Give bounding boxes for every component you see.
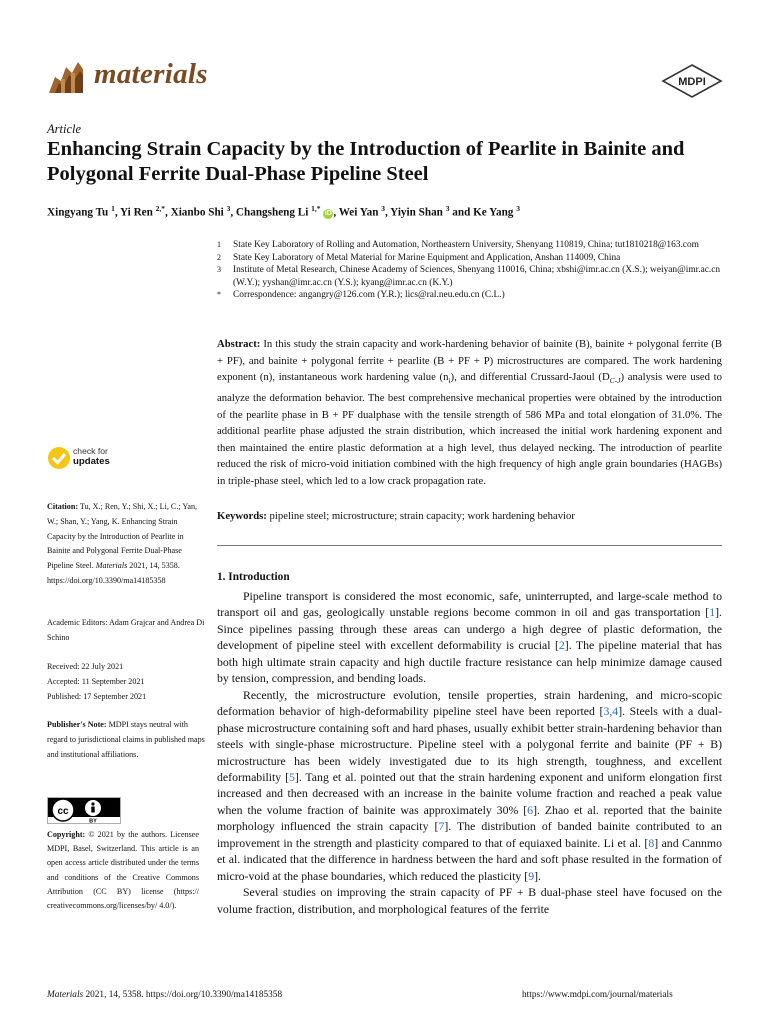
affiliation-item (217, 264, 727, 289)
journal-name: materials (94, 58, 208, 90)
author-affiliation-marker: 1,* (311, 204, 321, 213)
author-name[interactable]: Xingyang Tu (47, 206, 112, 219)
affiliation-text: Correspondence: angangry@126.com (Y.R.); lics@ral.neu.edu.cn (C.L.) (233, 290, 505, 301)
svg-text:cc: cc (57, 806, 69, 817)
footer-journal-url[interactable]: https://www.mdpi.com/journal/materials (522, 990, 673, 1000)
citation-block (47, 500, 207, 589)
mdpi-logo-icon (661, 64, 723, 98)
citation-link-2[interactable]: 2 (558, 638, 565, 653)
academic-editors: Academic Editors: Adam Grajcar and Andrea Di Schino (47, 618, 205, 642)
copyright-text: © 2021 by the authors. Licensee MDPI, Basel, Switzerland. This article is an open access article distributed under the terms and conditions of the Creative Commons Attribution (CC BY) license (https:// creativecommons.org/licenses/by/ 4.0/). (47, 830, 199, 911)
abstract (217, 336, 722, 489)
author-name[interactable]: Xianbo Shi (170, 206, 227, 219)
check-updates-icon (47, 446, 71, 470)
paragraph-1: Pipeline transport is considered the most economic, safe, uninterrupted, and large-scale method to transport oil and gas, geologically unstable regions become common in oil and gas transportation [1]. Since pipelines passing through these areas can undergo a high degree of plastic deformation, the development of pipeline steel with excellent deformability is crucial [2]. The pipeline material that has both high ultimate strain capacity and high ductile fracture resistance can help minimize damage caused by tension, compression, and bending loads. (217, 589, 723, 686)
cc-by-license-icon[interactable] (47, 797, 121, 824)
author-affiliation-marker: 1 (111, 204, 115, 213)
abstract-text-1: In this study the strain capacity and work-hardening behavior of bainite (B), bainite + polygonal ferrite (B + PF), and bainite + polygonal ferrite + pearlite (B + PF + P) microstructures are compared. The work hardening exponent (n), instantaneous work hardening value (n (217, 338, 722, 384)
article-type: Article (47, 122, 82, 136)
affiliation-list (217, 239, 727, 302)
author-separator: , (165, 206, 171, 219)
citation-label: Citation: (47, 502, 79, 511)
date-received: Received: 22 July 2021 (47, 662, 124, 671)
check-updates-line2: updates (73, 456, 110, 468)
dates-block (47, 660, 207, 704)
author-list (47, 204, 520, 219)
footer-doi[interactable]: 2021, 14, 5358. https://doi.org/10.3390/ma14185358 (83, 990, 283, 1000)
affiliation-number: * (217, 290, 221, 300)
affiliation-text: Institute of Metal Research, Chinese Academy of Sciences, Shenyang 110016, China; xbshi@imr.ac.cn (X.S.); weiyan@imr.ac.cn (W.Y.); yyshan@imr.ac.cn (Y.S.); kyang@imr.ac.cn (K.Y.) (233, 265, 721, 288)
section-divider (217, 545, 722, 546)
body-text (217, 588, 722, 917)
affiliation-text: State Key Laboratory of Metal Material for Marine Equipment and Application, Anshan 114009, China (233, 252, 621, 263)
citation-link-7[interactable]: 7 (438, 819, 445, 834)
affiliation-item (217, 252, 727, 265)
date-published: Published: 17 September 2021 (47, 691, 147, 701)
author-affiliation-marker: 2,* (155, 204, 166, 213)
citation-link-1[interactable]: 1 (709, 605, 716, 620)
author-name[interactable]: Yiyin Shan (390, 206, 446, 219)
abstract-text-2: ), and differential Crussard-Jaoul (D (450, 371, 610, 384)
citation-link-5[interactable]: 5 (289, 769, 295, 784)
affiliation-number: 1 (217, 240, 221, 249)
citation-doi: 2021, 14, 5358. https://doi.org/10.3390/ma14185358 (47, 561, 180, 585)
author-separator: , (230, 206, 236, 219)
date-accepted: Accepted: 11 September 2021 (47, 676, 145, 686)
abstract-text-3: ) analysis were used to analyze the deformation behavior. The best comprehensive mechanical properties were obtained by the introduction of the pearlite phase in B + PF dualphase with the tensile strength of 586 MPa and total elongation of 31.0%. The additional pearlite phase adjusted the strain distribution, which increased the initial work hardening exponent and then maintained the entire plastic deformation at a high level, thus delayed necking. The introduction of pearlite reduced the risk of micro-void initiation combined with the high frequency of high angle grain boundaries (HAGBs) in triple-phase steel, which led to a low crack propagation rate. (217, 371, 722, 487)
author-affiliation-marker: 3 (226, 204, 231, 213)
affiliation-text: State Key Laboratory of Rolling and Automation, Northeastern University, Shenyang 110819, China; tut1810218@163.com (233, 240, 699, 250)
page-title: Enhancing Strain Capacity by the Introduction of Pearlite in Bainite and Polygonal Ferrite Dual-Phase Pipeline Steel (47, 138, 685, 185)
copyright-block (47, 828, 199, 913)
affiliation-item (217, 239, 727, 252)
author-separator: and (449, 206, 474, 219)
abstract-label: Abstract: (217, 338, 261, 350)
abstract-sub-i: i (448, 376, 451, 386)
cc-by-text: BY (89, 818, 97, 824)
journal-logo-icon (47, 59, 85, 93)
paragraph-3: Several studies on improving the strain capacity of PF + B dual-phase steel have focused on the volume fraction, distribution, and morphological features of the ferrite (217, 885, 722, 916)
author-separator: , (384, 206, 391, 219)
author-separator: , (333, 206, 339, 219)
citation-link-9[interactable]: 9 (528, 868, 535, 883)
affiliation-number: 2 (217, 252, 221, 262)
author-name[interactable]: Changsheng Li (235, 206, 312, 219)
footer-citation (47, 990, 282, 1000)
mdpi-logo-text: MDPI (678, 76, 706, 88)
author-separator: , (114, 206, 120, 219)
section-heading-introduction: 1. Introduction (217, 571, 290, 583)
keywords (217, 510, 722, 522)
citation-journal: Materials (95, 561, 128, 571)
abstract-sub-cj: C-J (609, 376, 621, 386)
citation-link-6[interactable]: 6 (527, 802, 534, 817)
author-affiliation-marker: 3 (445, 204, 450, 213)
affiliation-number: 3 (217, 265, 221, 275)
paragraph-2: Recently, the microstructure evolution, tensile properties, strain hardening, and micro-scopic deformation behavior of high-deformability pipeline steel have been reported [3,4]. Steels with a dual-phase microstructure containing soft and hard phases, usually exhibit better strain-hardening behavior than steels with single-phase microstructure. Pipeline steel with a polygonal ferrite and bainite (PF + B) microstructure has been widely investigated due to its high strength, toughness, and excellent deformability [5]. Tang et al. pointed out that the strain hardening exponent and uniform elongation first increased and then decreased with an increase in the bainite volume fraction and reached a peak value when the volume fraction of bainite was approximately 30% [6]. Zhao et al. reported that the bainite morphology influenced the strain capacity [7]. The distribution of banded bainite contributed to an improvement in the strength and plasticity compared to that of equiaxed bainite. Li et al. [8] and Cannmo et al. indicated that the difference in hardness between the hard and soft phase resulted in the formation of micro-void at the phase boundaries, which reduced the plasticity [9]. (217, 687, 722, 883)
check-updates-line1: check for (73, 446, 108, 456)
footer-journal: Materials (47, 990, 84, 1000)
author-affiliation-marker: 3 (516, 204, 520, 213)
citation-link-3-4[interactable]: 3,4 (603, 704, 619, 719)
author-name[interactable]: Wei Yan (338, 206, 382, 219)
copyright-label: Copyright: (47, 830, 86, 839)
author-affiliation-marker: 3 (381, 204, 385, 213)
orcid-icon[interactable]: iD (324, 209, 332, 217)
check-for-updates-badge[interactable] (47, 444, 167, 492)
citation-link-8[interactable]: 8 (648, 835, 655, 850)
author-name[interactable]: Ke Yang (473, 206, 517, 219)
affiliation-item (217, 289, 727, 302)
keywords-label: Keywords: (217, 510, 267, 522)
keywords-text: pipeline steel; microstructure; strain capacity; work hardening behavior (269, 510, 575, 522)
publisher-note-text: MDPI stays neutral with regard to jurisdictional claims in published maps and institutional affiliations. (47, 720, 205, 759)
publisher-note (47, 718, 207, 762)
author-name[interactable]: Yi Ren (120, 206, 156, 219)
citation-text: Tu, X.; Ren, Y.; Shi, X.; Li, C.; Yan, W.; Shan, Y.; Yang, K. Enhancing Strain Capacity by the Introduction of Pearlite in Bainite and Polygonal Ferrite Dual-Phase Pipeline Steel. (47, 502, 198, 571)
publisher-note-label: Publisher's Note: (47, 720, 107, 729)
